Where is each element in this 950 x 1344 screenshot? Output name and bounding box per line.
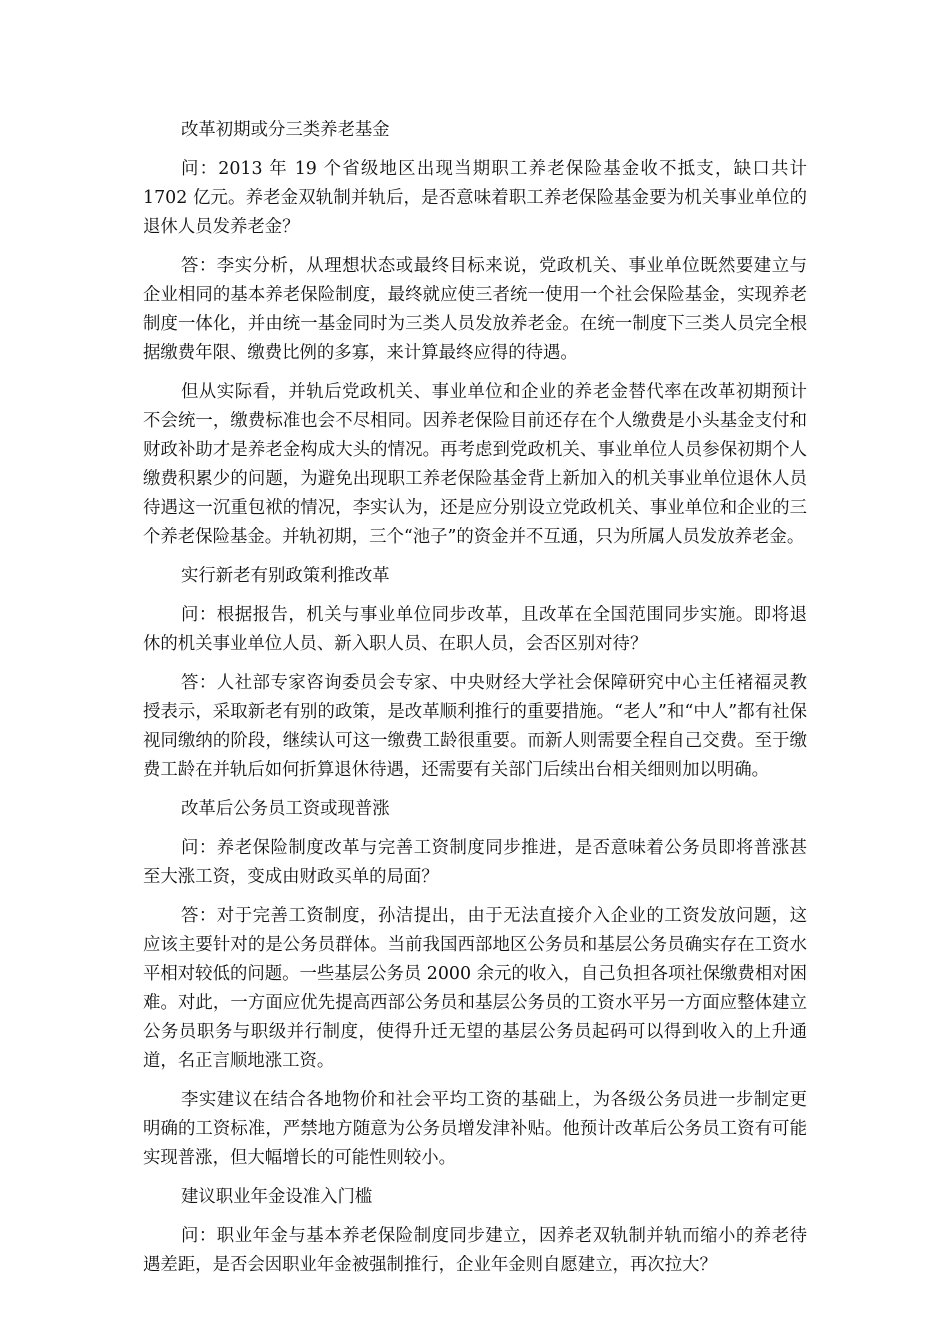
answer-paragraph: 答：对于完善工资制度，孙洁提出，由于无法直接介入企业的工资发放问题，这应该主要针对的是公务员群体。当前我国西部地区公务员和基层公务员确实存在工资水平相对较低的问题。一些基层公务员 2000 余元的收入，自己负担各项社保缴费相对困难。对此，一方面应优先提高西部公务员和基层公务员的工资水平另一方面应整体建立公务员职务与职级并行制度，使得升迁无望的基层公务员起码可以得到收入的上升通道，名正言顺地涨工资。 [143,906,807,1071]
question-paragraph: 问：职业年金与基本养老保险制度同步建立，因养老双轨制并轨而缩小的养老待遇差距，是否会因职业年金被强制推行，企业年金则自愿建立，再次拉大？ [143,1226,807,1275]
section-heading: 建议职业年金设准入门槛 [181,1187,373,1207]
article-body [143,116,807,1290]
body-paragraph: 但从实际看，并轨后党政机关、事业单位和企业的养老金替代率在改革初期预计不会统一，缴费标准也会不尽相同。因养老保险目前还存在个人缴费是小头基金支付和财政补助才是养老金构成大头的情况。再考虑到党政机关、事业单位人员参保初期个人缴费积累少的问题，为避免出现职工养老保险基金背上新加入的机关事业单位退休人员待遇这一沉重包袱的情况，李实认为，还是应分别设立党政机关、事业单位和企业的三个养老保险基金。并轨初期，三个“池子”的资金并不互通，只为所属人员发放养老金。 [143,382,807,547]
question-paragraph: 问：根据报告，机关与事业单位同步改革，且改革在全国范围同步实施。即将退休的机关事业单位人员、新入职人员、在职人员，会否区别对待？ [143,605,807,654]
question-paragraph: 问：养老保险制度改革与完善工资制度同步推进，是否意味着公务员即将普涨甚至大涨工资，变成由财政买单的局面？ [143,838,807,887]
answer-paragraph: 答：人社部专家咨询委员会专家、中央财经大学社会保障研究中心主任褚福灵教授表示，采取新老有别的政策，是改革顺利推行的重要措施。“老人”和“中人”都有社保视同缴纳的阶段，继续认可这一缴费工龄很重要。而新人则需要全程自己交费。至于缴费工龄在并轨后如何折算退休待遇，还需要有关部门后续出台相关细则加以明确。 [143,673,807,780]
answer-paragraph: 答：李实分析，从理想状态或最终目标来说，党政机关、事业单位既然要建立与企业相同的基本养老保险制度，最终就应使三者统一使用一个社会保险基金，实现养老制度一体化，并由统一基金同时为三类人员发放养老金。在统一制度下三类人员完全根据缴费年限、缴费比例的多寡，来计算最终应得的待遇。 [143,256,807,363]
section-heading: 改革后公务员工资或现普涨 [181,799,390,819]
body-paragraph: 李实建议在结合各地物价和社会平均工资的基础上，为各级公务员进一步制定更明确的工资标准，严禁地方随意为公务员增发津补贴。他预计改革后公务员工资有可能实现普涨，但大幅增长的可能性则较小。 [143,1090,807,1168]
section-heading: 实行新老有别政策利推改革 [181,566,390,586]
question-paragraph: 问：2013 年 19 个省级地区出现当期职工养老保险基金收不抵支，缺口共计 1702 亿元。养老金双轨制并轨后，是否意味着职工养老保险基金要为机关事业单位的退休人员发养老金？ [143,159,807,237]
section-heading: 改革初期或分三类养老基金 [181,120,390,140]
